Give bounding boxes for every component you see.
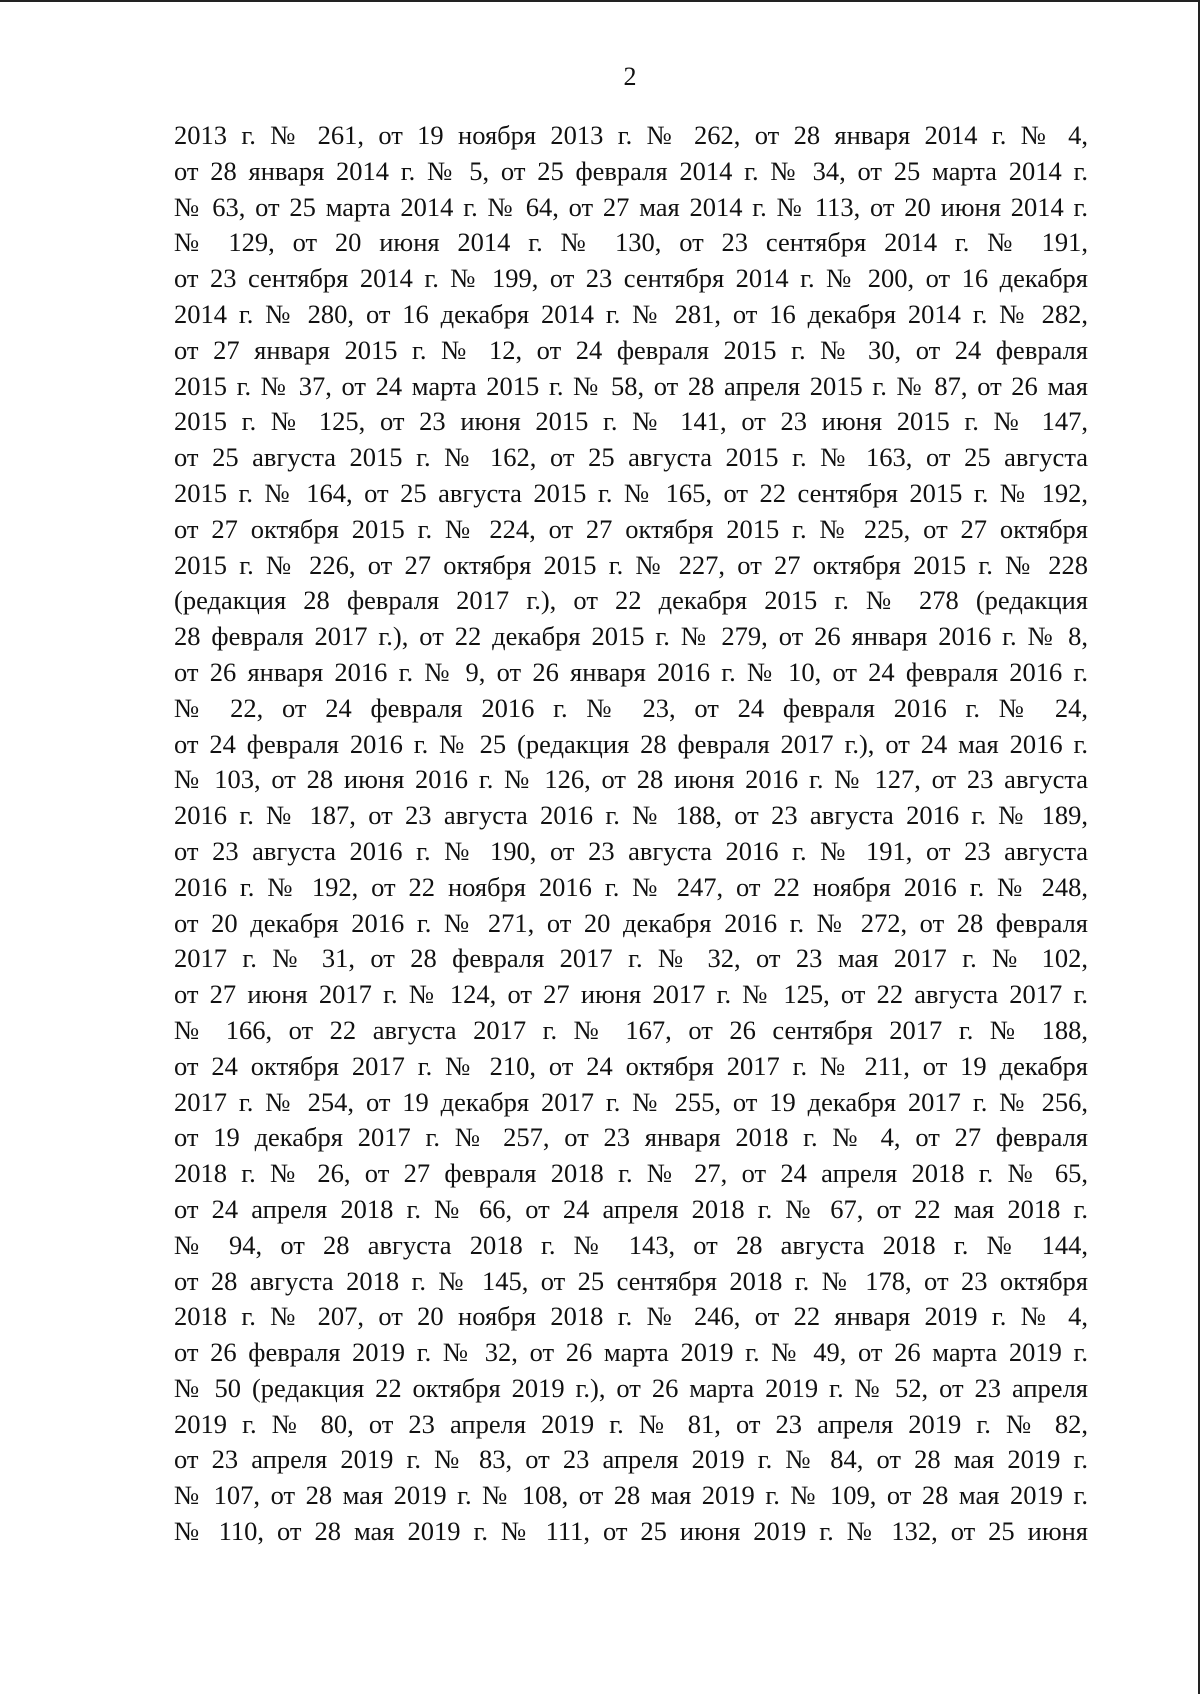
scan-edge-top: [0, 0, 1200, 2]
text-line: 28 февраля 2017 г.), от 22 декабря 2015 г. № 279, от 26 января 2016 г. № 8,: [174, 621, 1088, 652]
text-line: 2016 г. № 192, от 22 ноября 2016 г. № 247, от 22 ноября 2016 г. № 248,: [174, 871, 1088, 902]
text-line: 2019 г. № 80, от 23 апреля 2019 г. № 81, от 23 апреля 2019 г. № 82,: [174, 1408, 1088, 1439]
text-line: от 26 февраля 2019 г. № 32, от 26 марта 2019 г. № 49, от 26 марта 2019 г.: [174, 1337, 1088, 1368]
text-line: от 27 января 2015 г. № 12, от 24 февраля 2015 г. № 30, от 24 февраля: [174, 334, 1088, 365]
text-line: 2014 г. № 280, от 16 декабря 2014 г. № 281, от 16 декабря 2014 г. № 282,: [174, 298, 1088, 329]
text-line: № 50 (редакция 22 октября 2019 г.), от 26 марта 2019 г. № 52, от 23 апреля: [174, 1372, 1088, 1403]
text-line: 2015 г. № 164, от 25 августа 2015 г. № 165, от 22 сентября 2015 г. № 192,: [174, 477, 1088, 508]
text-line: № 94, от 28 августа 2018 г. № 143, от 28 августа 2018 г. № 144,: [174, 1229, 1088, 1260]
text-line: от 28 августа 2018 г. № 145, от 25 сентября 2018 г. № 178, от 23 октября: [174, 1265, 1088, 1296]
text-line: (редакция 28 февраля 2017 г.), от 22 декабря 2015 г. № 278 (редакция: [174, 585, 1088, 616]
text-line: 2017 г. № 254, от 19 декабря 2017 г. № 255, от 19 декабря 2017 г. № 256,: [174, 1086, 1088, 1117]
text-line: № 22, от 24 февраля 2016 г. № 23, от 24 февраля 2016 г. № 24,: [174, 692, 1088, 723]
text-line: от 24 апреля 2018 г. № 66, от 24 апреля 2018 г. № 67, от 22 мая 2018 г.: [174, 1193, 1088, 1224]
body-text: [174, 118, 1088, 1550]
text-line: 2018 г. № 207, от 20 ноября 2018 г. № 246, от 22 января 2019 г. № 4,: [174, 1301, 1088, 1332]
text-line: от 26 января 2016 г. № 9, от 26 января 2016 г. № 10, от 24 февраля 2016 г.: [174, 656, 1088, 687]
text-line: от 24 октября 2017 г. № 210, от 24 октября 2017 г. № 211, от 19 декабря: [174, 1050, 1088, 1081]
text-line: 2013 г. № 261, от 19 ноября 2013 г. № 262, от 28 января 2014 г. № 4,: [174, 120, 1088, 150]
text-line: от 25 августа 2015 г. № 162, от 25 августа 2015 г. № 163, от 25 августа: [174, 442, 1088, 473]
text-line: от 23 августа 2016 г. № 190, от 23 августа 2016 г. № 191, от 23 августа: [174, 835, 1088, 866]
text-line: № 129, от 20 июня 2014 г. № 130, от 23 сентября 2014 г. № 191,: [174, 227, 1088, 258]
text-line: от 23 апреля 2019 г. № 83, от 23 апреля 2019 г. № 84, от 28 мая 2019 г.: [174, 1444, 1088, 1475]
text-line: от 24 февраля 2016 г. № 25 (редакция 28 февраля 2017 г.), от 24 мая 2016 г.: [174, 728, 1088, 759]
text-line: № 110, от 28 мая 2019 г. № 111, от 25 июня 2019 г. № 132, от 25 июня: [174, 1516, 1088, 1547]
text-line: № 63, от 25 марта 2014 г. № 64, от 27 мая 2014 г. № 113, от 20 июня 2014 г.: [174, 191, 1088, 222]
page-number: 2: [623, 62, 637, 91]
text-line: 2015 г. № 37, от 24 марта 2015 г. № 58, от 28 апреля 2015 г. № 87, от 26 мая: [174, 370, 1088, 401]
text-line: № 107, от 28 мая 2019 г. № 108, от 28 мая 2019 г. № 109, от 28 мая 2019 г.: [174, 1480, 1088, 1511]
text-line: от 23 сентября 2014 г. № 199, от 23 сентября 2014 г. № 200, от 16 декабря: [174, 263, 1088, 294]
text-line: от 20 декабря 2016 г. № 271, от 20 декабря 2016 г. № 272, от 28 февраля: [174, 907, 1088, 938]
text-line: 2018 г. № 26, от 27 февраля 2018 г. № 27, от 24 апреля 2018 г. № 65,: [174, 1158, 1088, 1189]
text-line: от 27 октября 2015 г. № 224, от 27 октября 2015 г. № 225, от 27 октября: [174, 513, 1088, 544]
text-line: № 103, от 28 июня 2016 г. № 126, от 28 июня 2016 г. № 127, от 23 августа: [174, 764, 1088, 795]
text-line: от 27 июня 2017 г. № 124, от 27 июня 2017 г. № 125, от 22 августа 2017 г.: [174, 979, 1088, 1010]
text-line: № 166, от 22 августа 2017 г. № 167, от 26 сентября 2017 г. № 188,: [174, 1014, 1088, 1045]
text-line: 2015 г. № 226, от 27 октября 2015 г. № 227, от 27 октября 2015 г. № 228: [174, 549, 1088, 580]
text-line: от 19 декабря 2017 г. № 257, от 23 января 2018 г. № 4, от 27 февраля: [174, 1122, 1088, 1153]
text-line: от 28 января 2014 г. № 5, от 25 февраля 2014 г. № 34, от 25 марта 2014 г.: [174, 155, 1088, 186]
text-line: 2015 г. № 125, от 23 июня 2015 г. № 141, от 23 июня 2015 г. № 147,: [174, 406, 1088, 437]
text-line: 2017 г. № 31, от 28 февраля 2017 г. № 32, от 23 мая 2017 г. № 102,: [174, 943, 1088, 974]
text-line: 2016 г. № 187, от 23 августа 2016 г. № 188, от 23 августа 2016 г. № 189,: [174, 800, 1088, 831]
